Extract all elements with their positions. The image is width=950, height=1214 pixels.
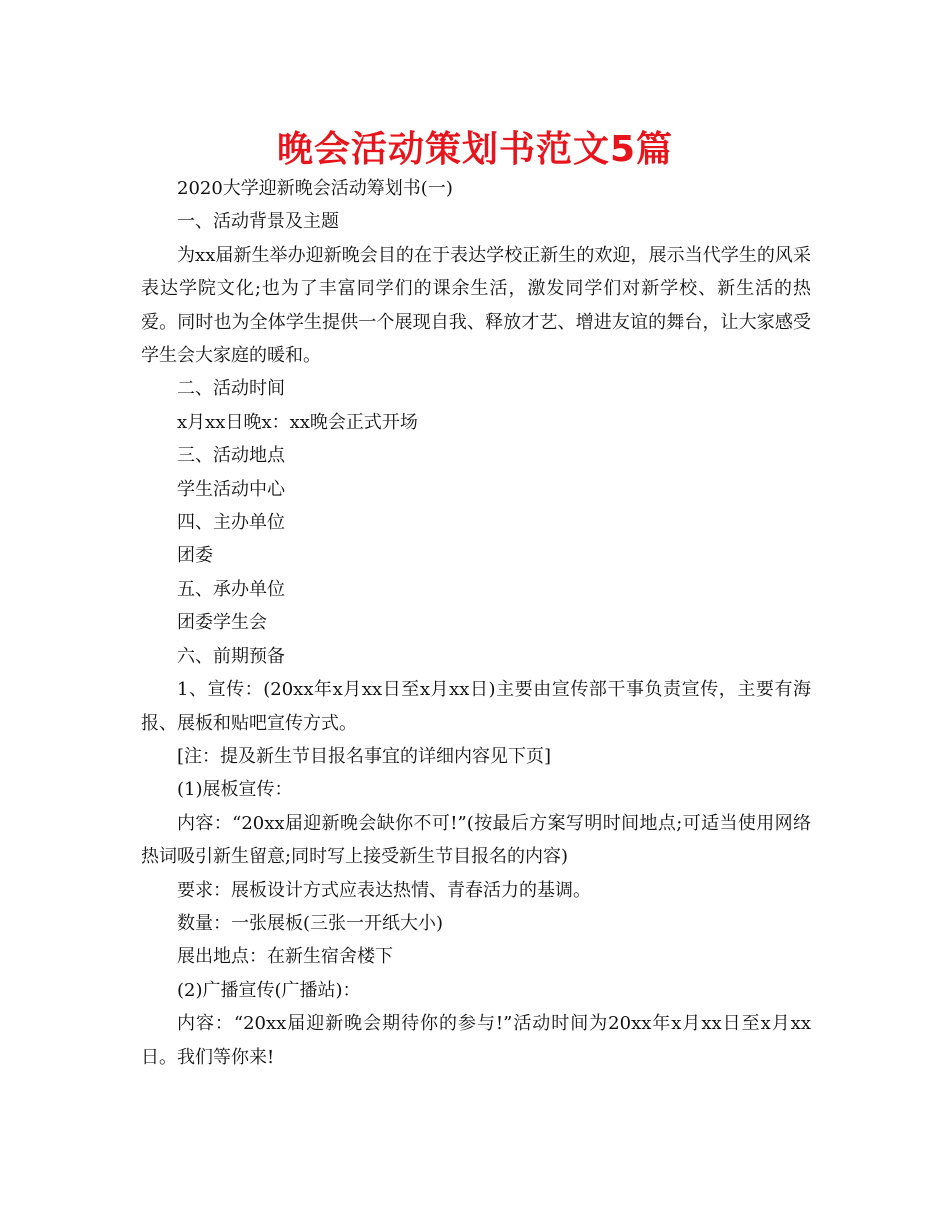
paragraph: 1、宣传：(20xx年x月xx日至x月xx日)主要由宣传部干事负责宣传，主要有海报、展板和贴吧宣传方式。 bbox=[141, 679, 811, 734]
paragraph: 为xx届新生举办迎新晚会目的在于表达学校正新生的欢迎，展示当代学生的风采表达学院文化;也为了丰富同学们的课余生活，激发同学们对新学校、新生活的热爱。同时也为全体学生提供一个展现自我、释放才艺、增进友谊的舞台，让大家感受学生会大家庭的暖和。 bbox=[141, 244, 811, 367]
paragraph: 二、活动时间 bbox=[177, 378, 285, 400]
paragraph: 六、前期预备 bbox=[177, 645, 285, 667]
paragraph: 四、主办单位 bbox=[177, 512, 285, 534]
paragraph: 展出地点：在新生宿舍楼下 bbox=[177, 946, 393, 968]
paragraph: (2)广播宣传(广播站)： bbox=[177, 979, 361, 1001]
paragraph: 团委 bbox=[177, 545, 213, 567]
paragraph: x月xx日晚x：xx晚会正式开场 bbox=[177, 411, 418, 433]
paragraph: [注：提及新生节目报名事宜的详细内容见下页] bbox=[177, 745, 552, 767]
paragraph: 数量：一张展板(三张一开纸大小) bbox=[177, 912, 444, 934]
document-body bbox=[141, 172, 811, 1074]
paragraph: 2020大学迎新晚会活动筹划书(一) bbox=[177, 178, 453, 199]
paragraph: 内容：“20xx届迎新晚会缺你不可!”(按最后方案写明时间地点;可适当使用网络热词吸引新生留意;同时写上接受新生节目报名的内容) bbox=[141, 812, 811, 868]
paragraph: 一、活动背景及主题 bbox=[177, 211, 339, 233]
document-title: 晚会活动策划书范文5篇 bbox=[276, 129, 674, 170]
paragraph: 要求：展板设计方式应表达热情、青春活力的基调。 bbox=[177, 879, 591, 901]
paragraph: 内容：“20xx届迎新晚会期待你的参与!”活动时间为20xx年x月xx日至x月xx日。我们等你来! bbox=[141, 1013, 811, 1068]
paragraph: (1)展板宣传： bbox=[177, 779, 293, 801]
paragraph: 团委学生会 bbox=[177, 612, 267, 634]
paragraph: 学生活动中心 bbox=[177, 478, 285, 500]
paragraph: 五、承办单位 bbox=[177, 578, 285, 600]
paragraph: 三、活动地点 bbox=[177, 445, 285, 467]
